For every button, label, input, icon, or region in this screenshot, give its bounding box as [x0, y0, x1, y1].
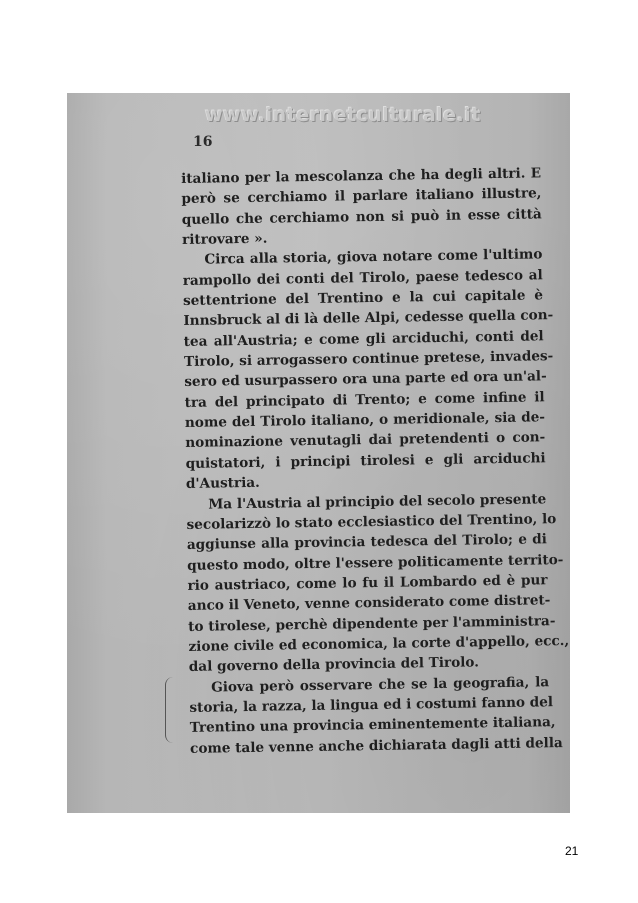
- text-line: italiano per la mescolanza che ha degli altri. E: [181, 165, 542, 187]
- document-page-number: 21: [565, 844, 579, 858]
- text-line: Tirolo, si arrogassero continue pretese, invades-: [183, 348, 554, 371]
- scanned-book-page: [67, 93, 570, 813]
- text-line: settentrione del Trentino e la cui capitale è: [182, 287, 544, 310]
- text-line: dal governo della provincia del Tirolo.: [188, 654, 480, 676]
- text-line: sero ed usurpassero ora una parte ed ora un'al-: [184, 368, 547, 391]
- book-page-number: 16: [193, 134, 213, 150]
- text-line: zione civile ed economica, la corte d'appello, ecc.,: [188, 632, 570, 655]
- text-line: Circa alla storia, giova notare come l'ultimo: [204, 246, 543, 269]
- text-line: Ma l'Austria al principio del secolo presente: [208, 490, 547, 513]
- watermark: www.internetculturale.it: [205, 104, 481, 126]
- margin-bracket-mark: [165, 677, 176, 743]
- text-line: rio austriaco, come lo fu il Lombardo ed è pur: [187, 572, 548, 594]
- text-line: nome del Tirolo italiano, o meridionale, sia de-: [184, 409, 546, 432]
- text-line: secolarizzò lo stato ecclesiastico del Trentino, lo: [186, 510, 557, 533]
- text-line: tea all'Austria; e come gli arciduchi, conti del: [183, 328, 544, 350]
- text-line: anco il Veneto, venne considerato come distret-: [187, 592, 551, 615]
- text-line: aggiunse alla provincia tedesca del Tirolo; e di: [186, 531, 547, 554]
- text-line: come tale venne anche dichiarata dagli atti della: [189, 734, 563, 757]
- text-line: quistatori, i principi tirolesi e gli arciduchi: [185, 450, 546, 472]
- text-line: Giova però osservare che se la geografia, la: [211, 673, 550, 696]
- text-line: to tirolese, perchè dipendente per l'amministra-: [188, 612, 556, 635]
- text-line: questo modo, oltre l'essere politicamente territo-: [187, 551, 564, 574]
- text-line: però se cerchiamo il parlare italiano illustre,: [181, 185, 542, 208]
- text-line: tra del principato di Trento; e come infine il: [184, 389, 545, 411]
- text-line: Innsbruck al di là delle Alpi, cedesse quella con-: [183, 307, 554, 330]
- text-line: rampollo dei conti del Tirolo, paese tedesco al: [182, 267, 543, 289]
- text-line: ritrovare ».: [181, 230, 268, 249]
- text-line: nominazione venutagli dai pretendenti o con-: [185, 429, 546, 452]
- text-line: quello che cerchiamo non si può in esse città: [181, 206, 542, 228]
- text-line: storia, la razza, la lingua ed i costumi fanno del: [189, 694, 554, 716]
- text-line: Trentino una provincia eminentemente italiana,: [189, 714, 556, 737]
- body-text: [181, 163, 570, 759]
- text-line: d'Austria.: [185, 474, 260, 493]
